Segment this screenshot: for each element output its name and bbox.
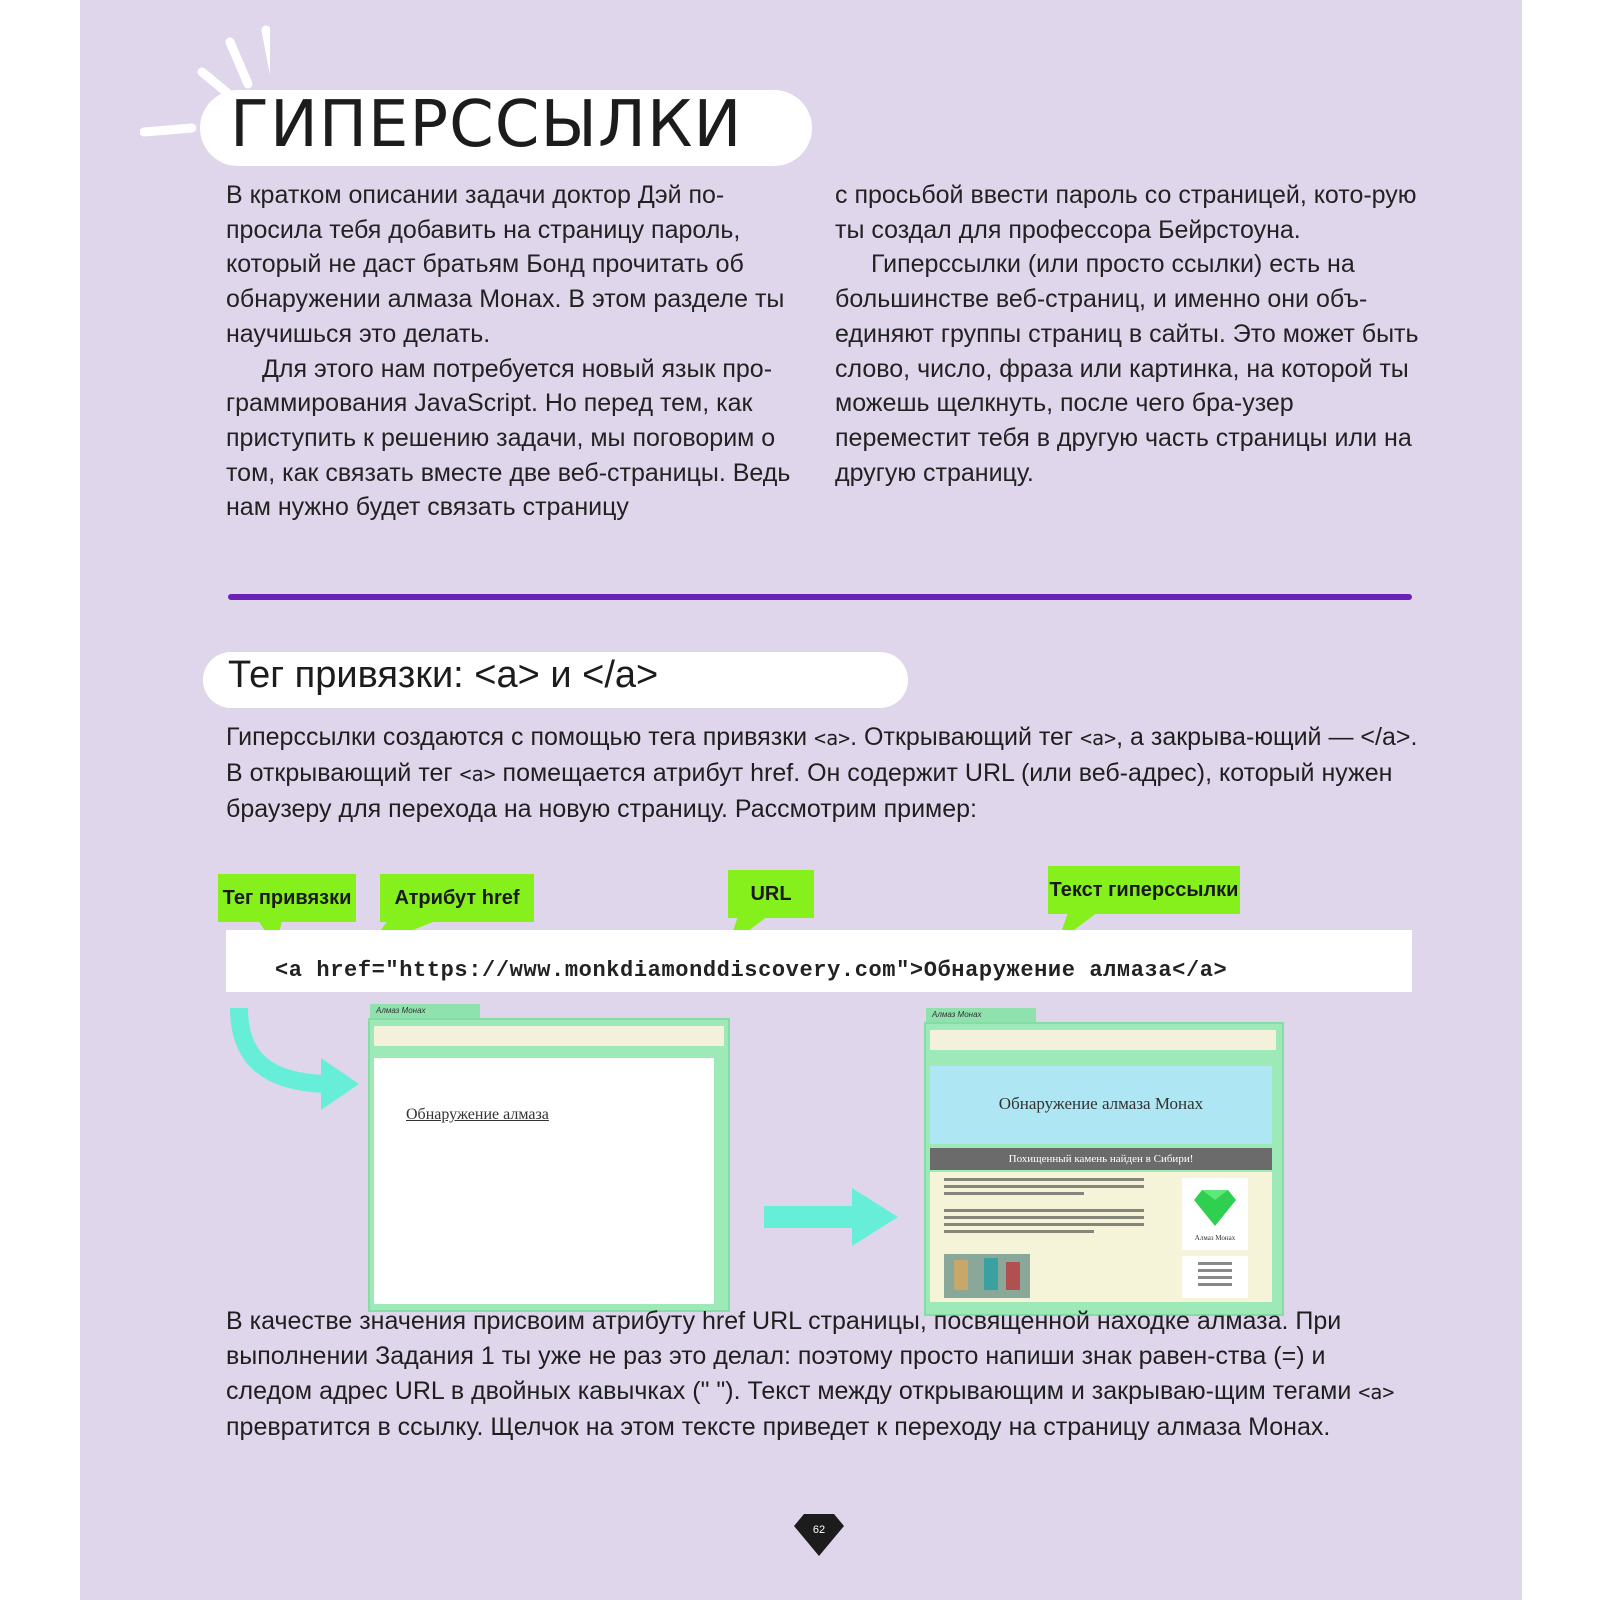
browser-viewport — [374, 1058, 714, 1304]
browser-window-after — [924, 1010, 1284, 1316]
page-number-badge — [794, 1512, 844, 1558]
callout-link-text — [1048, 866, 1240, 914]
browser-tab: Алмаз Монах — [370, 1004, 480, 1018]
site-header — [930, 1066, 1272, 1144]
browser-toolbar — [930, 1030, 1276, 1050]
callout-label: Текст гиперссылки — [1049, 879, 1239, 901]
code-snippet: <a> — [459, 762, 496, 786]
code-example: <a href="https://www.monkdiamonddiscovery.com">Обнаружение алмаза</a> — [275, 958, 1228, 983]
site-content — [930, 1172, 1272, 1302]
callout-url — [728, 870, 814, 918]
article-text-lines — [944, 1178, 1144, 1237]
article-photo — [944, 1254, 1030, 1298]
info-box — [1182, 1256, 1248, 1298]
text-column-left — [226, 178, 796, 525]
text-run: В качестве значения присвоим атрибуту href URL страницы, посвященной находке алмаза. При выполнении Задания 1 ты уже не раз это делал: поэтому просто напиши знак равен-ства (=) и следом адрес URL в двойных кавычках (" "). Текст между открывающим и закрываю-щим тегами — [226, 1307, 1359, 1405]
paragraph: В кратком описании задачи доктор Дэй по-просила тебя добавить на страницу пароль, который не даст братьям Бонд прочитать об обнаружении алмаза Монах. В этом разделе ты научишься это делать. — [226, 181, 785, 348]
text-run: помещается атрибут href. Он содержит URL (или веб-адрес), который нужен браузеру для перехода на новую страницу. Рассмотрим пример: — [226, 759, 1393, 823]
book-page — [80, 0, 1522, 1600]
code-snippet: <a> — [814, 726, 851, 750]
browser-window-before — [368, 1006, 730, 1312]
callout-label: Атрибут href — [394, 887, 520, 909]
paragraph: Для этого нам потребуется новый язык про-граммирования JavaScript. Но перед тем, как приступить к решению задачи, мы поговорим о том, как связать вместе две веб-страницы. Ведь нам нужно будет связать страницу — [226, 354, 791, 522]
section-subheading: Тег привязки: <a> и </a> — [228, 654, 659, 696]
callout-href-attribute — [380, 874, 534, 922]
code-snippet: <a> — [1080, 726, 1117, 750]
text-column-right — [835, 178, 1420, 490]
text-run: , а закрыва-ющий — </a>. В открывающий тег — [226, 723, 1418, 787]
intro-paragraph — [226, 720, 1426, 827]
hyperlink[interactable]: Обнаружение алмаза — [406, 1106, 549, 1123]
code-snippet: <a> — [1358, 1380, 1395, 1404]
callout-label: URL — [750, 883, 792, 905]
text-run: превратится в ссылку. Щелчок на этом тексте приведет к переходу на страницу алмаза Монах. — [226, 1413, 1331, 1441]
page-heading: ГИПЕРССЫЛКИ — [230, 88, 743, 162]
right-arrow-icon — [764, 1188, 904, 1248]
site-banner: Похищенный камень найден в Сибири! — [930, 1148, 1272, 1170]
text-run: . Открывающий тег — [850, 723, 1080, 751]
diamond-image — [1182, 1178, 1248, 1250]
browser-toolbar — [374, 1026, 724, 1046]
paragraph: Гиперссылки (или просто ссылки) есть на большинстве веб-страниц, и именно они объ-единяют группы страниц в сайты. Это может быть слово, число, фраза или картинка, на которой ты можешь щелкнуть, после чего бра-узер переместит тебя в другую часть страницы или на другую страницу. — [835, 250, 1419, 487]
site-title: Обнаружение алмаза Монах — [998, 1094, 1204, 1113]
section-divider — [228, 594, 1412, 600]
callout-label: Тег привязки — [222, 887, 352, 909]
explanation-paragraph — [226, 1304, 1416, 1445]
callout-anchor-tag — [218, 874, 356, 922]
diamond-icon — [1194, 1186, 1236, 1228]
curved-arrow-icon — [225, 1004, 375, 1114]
browser-tab: Алмаз Монах — [926, 1008, 1036, 1022]
paragraph: с просьбой ввести пароль со страницей, кото-рую ты создал для профессора Бейрстоуна. — [835, 181, 1417, 244]
page-number: 62 — [812, 1524, 826, 1536]
diamond-caption: Алмаз Монах — [1194, 1234, 1236, 1242]
text-run: Гиперссылки создаются с помощью тега привязки — [226, 723, 815, 751]
